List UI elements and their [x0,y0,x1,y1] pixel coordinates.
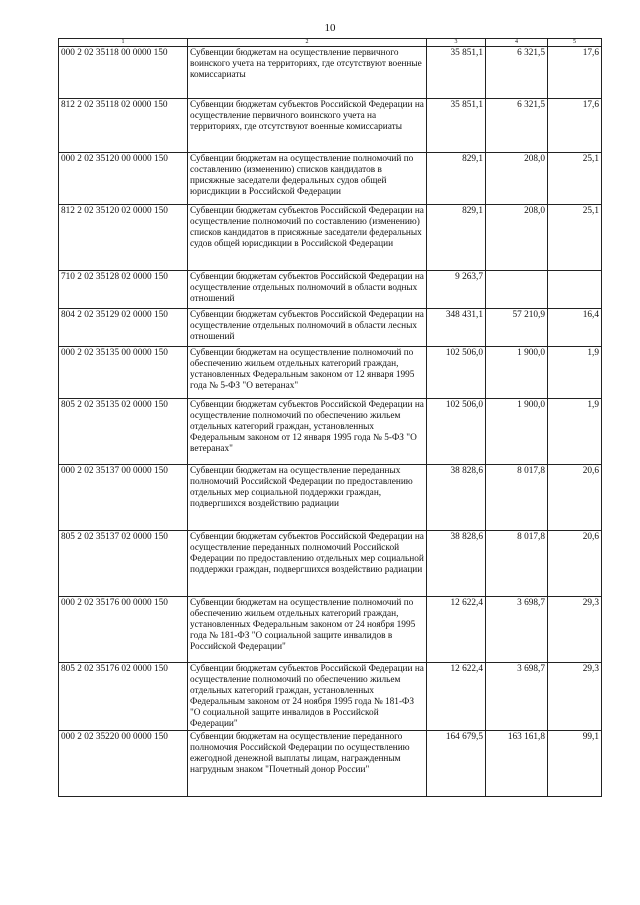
row-percent-cell: 20,6 [548,531,602,597]
row-code-cell: 812 2 02 35118 02 0000 150 [59,99,188,153]
row-plan-cell: 102 506,0 [427,347,486,399]
header-cell-percent: 5 [548,39,602,47]
row-code-cell: 000 2 02 35120 00 0000 150 [59,153,188,205]
row-actual-cell: 3 698,7 [486,663,548,731]
table-row [59,153,602,205]
row-actual-cell: 6 321,5 [486,47,548,99]
table-header-row [59,39,602,47]
row-code-cell: 000 2 02 35135 00 0000 150 [59,347,188,399]
row-percent-cell: 17,6 [548,99,602,153]
row-plan-cell: 102 506,0 [427,399,486,465]
row-actual-cell: 3 698,7 [486,597,548,663]
row-name-cell: Субвенции бюджетам субъектов Российской Федерации на осуществление полномочий по обеспечению жильем отдельных категорий граждан, установленных Федеральным законом от 12 января 1995 года № 5-ФЗ "О ветеранах" [188,399,427,465]
row-code-cell: 000 2 02 35220 00 0000 150 [59,731,188,797]
row-plan-cell: 12 622,4 [427,663,486,731]
table-row [59,309,602,347]
row-percent-cell: 99,1 [548,731,602,797]
table-row [59,399,602,465]
row-code-cell: 710 2 02 35128 02 0000 150 [59,271,188,309]
row-percent-cell: 1,9 [548,347,602,399]
row-code-cell: 000 2 02 35118 00 0000 150 [59,47,188,99]
table-row [59,205,602,271]
row-plan-cell: 829,1 [427,153,486,205]
table-row [59,99,602,153]
row-actual-cell: 8 017,8 [486,465,548,531]
row-plan-cell: 35 851,1 [427,99,486,153]
row-plan-cell: 164 679,5 [427,731,486,797]
row-code-cell: 812 2 02 35120 02 0000 150 [59,205,188,271]
row-name-cell: Субвенции бюджетам на осуществление переданных полномочий Российской Федерации по предоставлению отдельных мер социальной поддержки граждан, подвергшихся воздействию радиации [188,465,427,531]
row-percent-cell: 25,1 [548,205,602,271]
table-body [59,39,602,797]
row-name-cell: Субвенции бюджетам на осуществление полномочий по обеспечению жильем отдельных категорий граждан, установленных Федеральным законом от 24 ноября 1995 года № 181-ФЗ "О социальной защите инвалидов в Российской Федерации" [188,597,427,663]
row-percent-cell: 16,4 [548,309,602,347]
row-name-cell: Субвенции бюджетам на осуществление первичного воинского учета на территориях, где отсутствуют военные комиссариаты [188,47,427,99]
row-name-cell: Субвенции бюджетам субъектов Российской Федерации на осуществление переданных полномочий Российской Федерации по предоставлению отдельных мер социальной поддержки граждан, подвергшихся воздействию радиации [188,531,427,597]
row-name-cell: Субвенции бюджетам субъектов Российской Федерации на осуществление отдельных полномочий в области лесных отношений [188,309,427,347]
row-code-cell: 000 2 02 35176 00 0000 150 [59,597,188,663]
table-row [59,731,602,797]
table-row [59,47,602,99]
row-plan-cell: 38 828,6 [427,531,486,597]
table-row [59,663,602,731]
row-name-cell: Субвенции бюджетам на осуществление переданного полномочия Российской Федерации по осуществлению ежегодной денежной выплаты лицам, награжденным нагрудным знаком "Почетный донор России" [188,731,427,797]
row-actual-cell: 208,0 [486,153,548,205]
table-row [59,271,602,309]
header-cell-name: 2 [188,39,427,47]
row-name-cell: Субвенции бюджетам субъектов Российской Федерации на осуществление отдельных полномочий в области водных отношений [188,271,427,309]
row-plan-cell: 348 431,1 [427,309,486,347]
row-name-cell: Субвенции бюджетам субъектов Российской Федерации на осуществление первичного воинского учета на территориях, где отсутствуют военные комиссариаты [188,99,427,153]
page-number: 10 [324,22,336,34]
row-code-cell: 804 2 02 35129 02 0000 150 [59,309,188,347]
table-row [59,597,602,663]
row-actual-cell: 8 017,8 [486,531,548,597]
row-percent-cell: 1,9 [548,399,602,465]
row-name-cell: Субвенции бюджетам на осуществление полномочий по обеспечению жильем отдельных категорий граждан, установленных Федеральным законом от 12 января 1995 года № 5-ФЗ "О ветеранах" [188,347,427,399]
row-code-cell: 805 2 02 35137 02 0000 150 [59,531,188,597]
row-plan-cell: 9 263,7 [427,271,486,309]
row-percent-cell: 25,1 [548,153,602,205]
row-plan-cell: 38 828,6 [427,465,486,531]
row-name-cell: Субвенции бюджетам на осуществление полномочий по составлению (изменению) списков кандидатов в присяжные заседатели федеральных судов общей юрисдикции в Российской Федерации [188,153,427,205]
row-percent-cell: 29,3 [548,663,602,731]
row-actual-cell [486,271,548,309]
header-cell-actual: 4 [486,39,548,47]
row-plan-cell: 829,1 [427,205,486,271]
table-row [59,347,602,399]
row-name-cell: Субвенции бюджетам субъектов Российской Федерации на осуществление полномочий по обеспечению жильем отдельных категорий граждан, установленных Федеральным законом от 24 ноября 1995 года № 181-ФЗ "О социальной защите инвалидов в Российской Федерации" [188,663,427,731]
row-actual-cell: 57 210,9 [486,309,548,347]
row-code-cell: 805 2 02 35135 02 0000 150 [59,399,188,465]
row-code-cell: 805 2 02 35176 02 0000 150 [59,663,188,731]
row-actual-cell: 163 161,8 [486,731,548,797]
row-code-cell: 000 2 02 35137 00 0000 150 [59,465,188,531]
budget-table [58,38,602,797]
row-plan-cell: 12 622,4 [427,597,486,663]
row-actual-cell: 1 900,0 [486,347,548,399]
row-name-cell: Субвенции бюджетам субъектов Российской Федерации на осуществление полномочий по составлению (изменению) списков кандидатов в присяжные заседатели федеральных судов общей юрисдикции в Российской Федерации [188,205,427,271]
row-percent-cell: 29,3 [548,597,602,663]
row-plan-cell: 35 851,1 [427,47,486,99]
header-cell-plan: 3 [427,39,486,47]
table-row [59,531,602,597]
row-percent-cell: 17,6 [548,47,602,99]
row-percent-cell: 20,6 [548,465,602,531]
table-row [59,465,602,531]
row-percent-cell [548,271,602,309]
header-cell-code: 1 [59,39,188,47]
row-actual-cell: 6 321,5 [486,99,548,153]
row-actual-cell: 208,0 [486,205,548,271]
row-actual-cell: 1 900,0 [486,399,548,465]
